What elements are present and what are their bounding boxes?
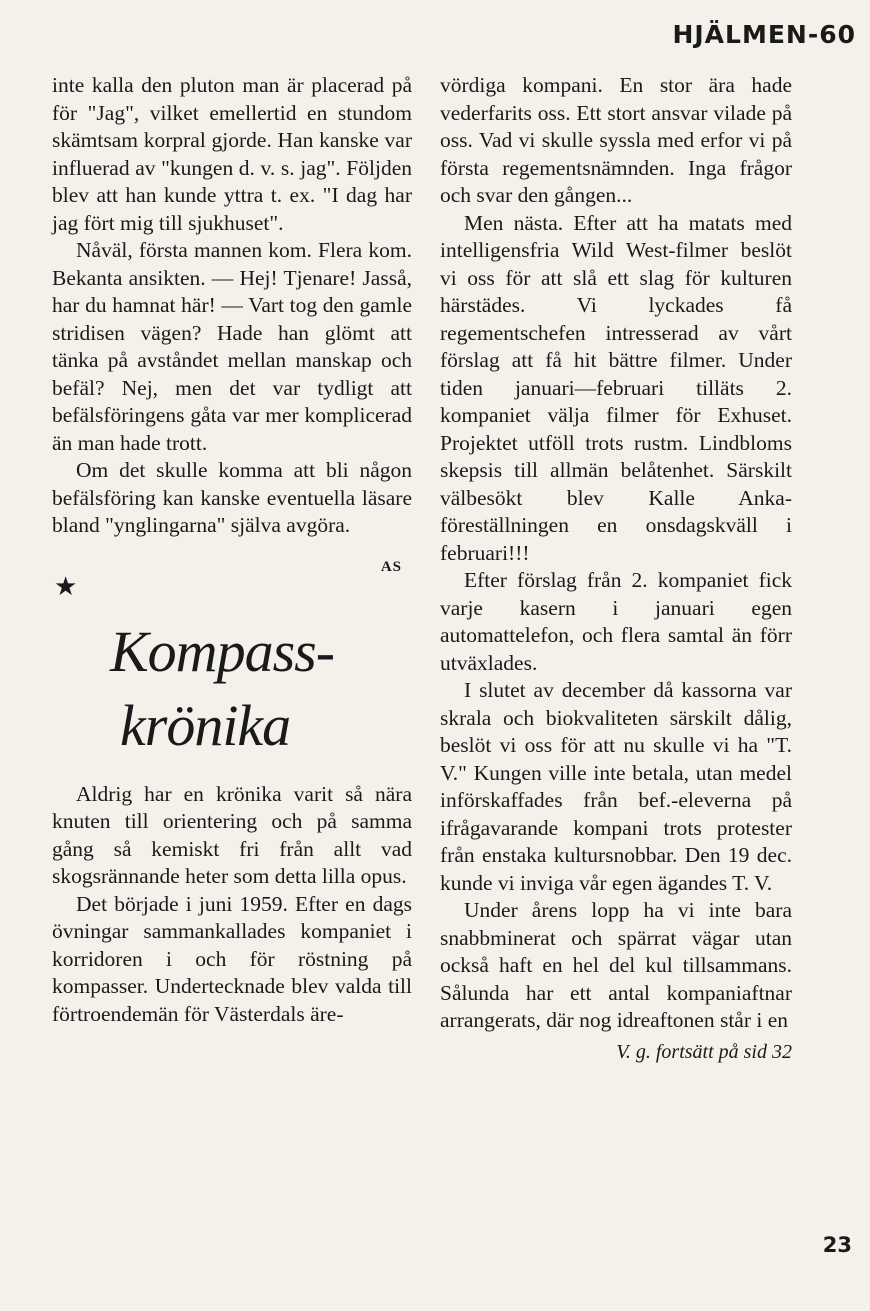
paragraph: inte kalla den pluton man är placerad på för "Jag", vilket emellertid en stundom skämtsam korpral gjorde. Han kanske var influerad av "kungen d. v. s. jag". Följden blev att han kunde yttra t. ex. "I dag har jag fört mig till sjukhuset". xyxy=(52,73,412,235)
paragraph: Efter förslag från 2. kompaniet fick varje kasern i januari egen automattelefon, och flera samtal än förr utväxlades. xyxy=(440,568,792,675)
paragraph: vördiga kompani. En stor ära hade vederfarits oss. Ett stort ansvar vilade på oss. Vad vi skulle syssla med erfor vi på första regementsnämnden. Inga frågor och svar den gången... xyxy=(440,73,792,207)
headline-line-1: Kompass- xyxy=(110,618,335,684)
right-column xyxy=(440,72,792,1066)
star-icon: ★ xyxy=(54,572,78,601)
page-number: 23 xyxy=(822,1233,852,1257)
continuation-note: V. g. fortsätt på sid 32 xyxy=(616,1040,792,1063)
paragraph: Det började i juni 1959. Efter en dags övningar sammankallades kompaniet i korridoren i och för röstning på kompasser. Undertecknade blev valda till förtroendemän för Västerdals äre- xyxy=(52,891,412,1026)
paragraph: Aldrig har en krönika varit så nära knuten till orientering och på samma gång så kemiskt fri från allt vad skogsrännande heter som detta lilla opus. xyxy=(52,781,412,888)
paragraph: Under årens lopp ha vi inte bara snabbminerat och spärrat vägar utan också haft en hel del kul tillsammans. Sålunda har ett antal kompaniaftnar arrangerats, där nog idreaftonen står i en xyxy=(440,898,792,1032)
article-headline xyxy=(52,615,412,763)
paragraph: I slutet av december då kassorna var skrala och biokvaliteten särskilt dålig, beslöt vi oss för att nu skulle vi ha "T. V." Kungen ville inte betala, utan medel införskaffades från bef.-eleverna på ifrågavarande kompani trots protester från enstaka kultursnobbar. Den 19 dec. kunde vi inviga vår egen ägandes T. V. xyxy=(440,678,792,895)
paragraph: Nåväl, första mannen kom. Flera kom. Bekanta ansikten. — Hej! Tjenare! Jasså, har du hamnat här! — Vart tog den gamle stridisen vägen? Hade han glömt att tänka på avståndet mellan manskap och befäl? Nej, men det var tydligt att befälsföringens gåta var mer komplicerad än man hade trott. xyxy=(52,238,412,455)
headline-line-2: krönika xyxy=(120,692,291,758)
paragraph: Men nästa. Efter att ha matats med intelligensfria Wild West-filmer beslöt vi oss för att slå ett slag för kulturen härstädes. Vi lyckades få regementschefen intresserad av vårt förslag att få hit bättre filmer. Under tiden januari—februari tilläts 2. kompaniet välja filmer för Exhuset. Projektet utföll trots rustm. Lindbloms skepsis till allmän belåtenhet. Särskilt välbesökt blev Kalle Anka-föreställningen en onsdagskväll i februari!!! xyxy=(440,210,792,565)
magazine-header: HJÄLMEN-60 xyxy=(672,20,856,49)
paragraph: Om det skulle komma att bli någon befälsföring kan kanske eventuella läsare bland "ynglingarna" själva avgöra. xyxy=(52,458,412,537)
left-column xyxy=(52,72,412,1028)
author-signature: AS xyxy=(380,558,402,575)
